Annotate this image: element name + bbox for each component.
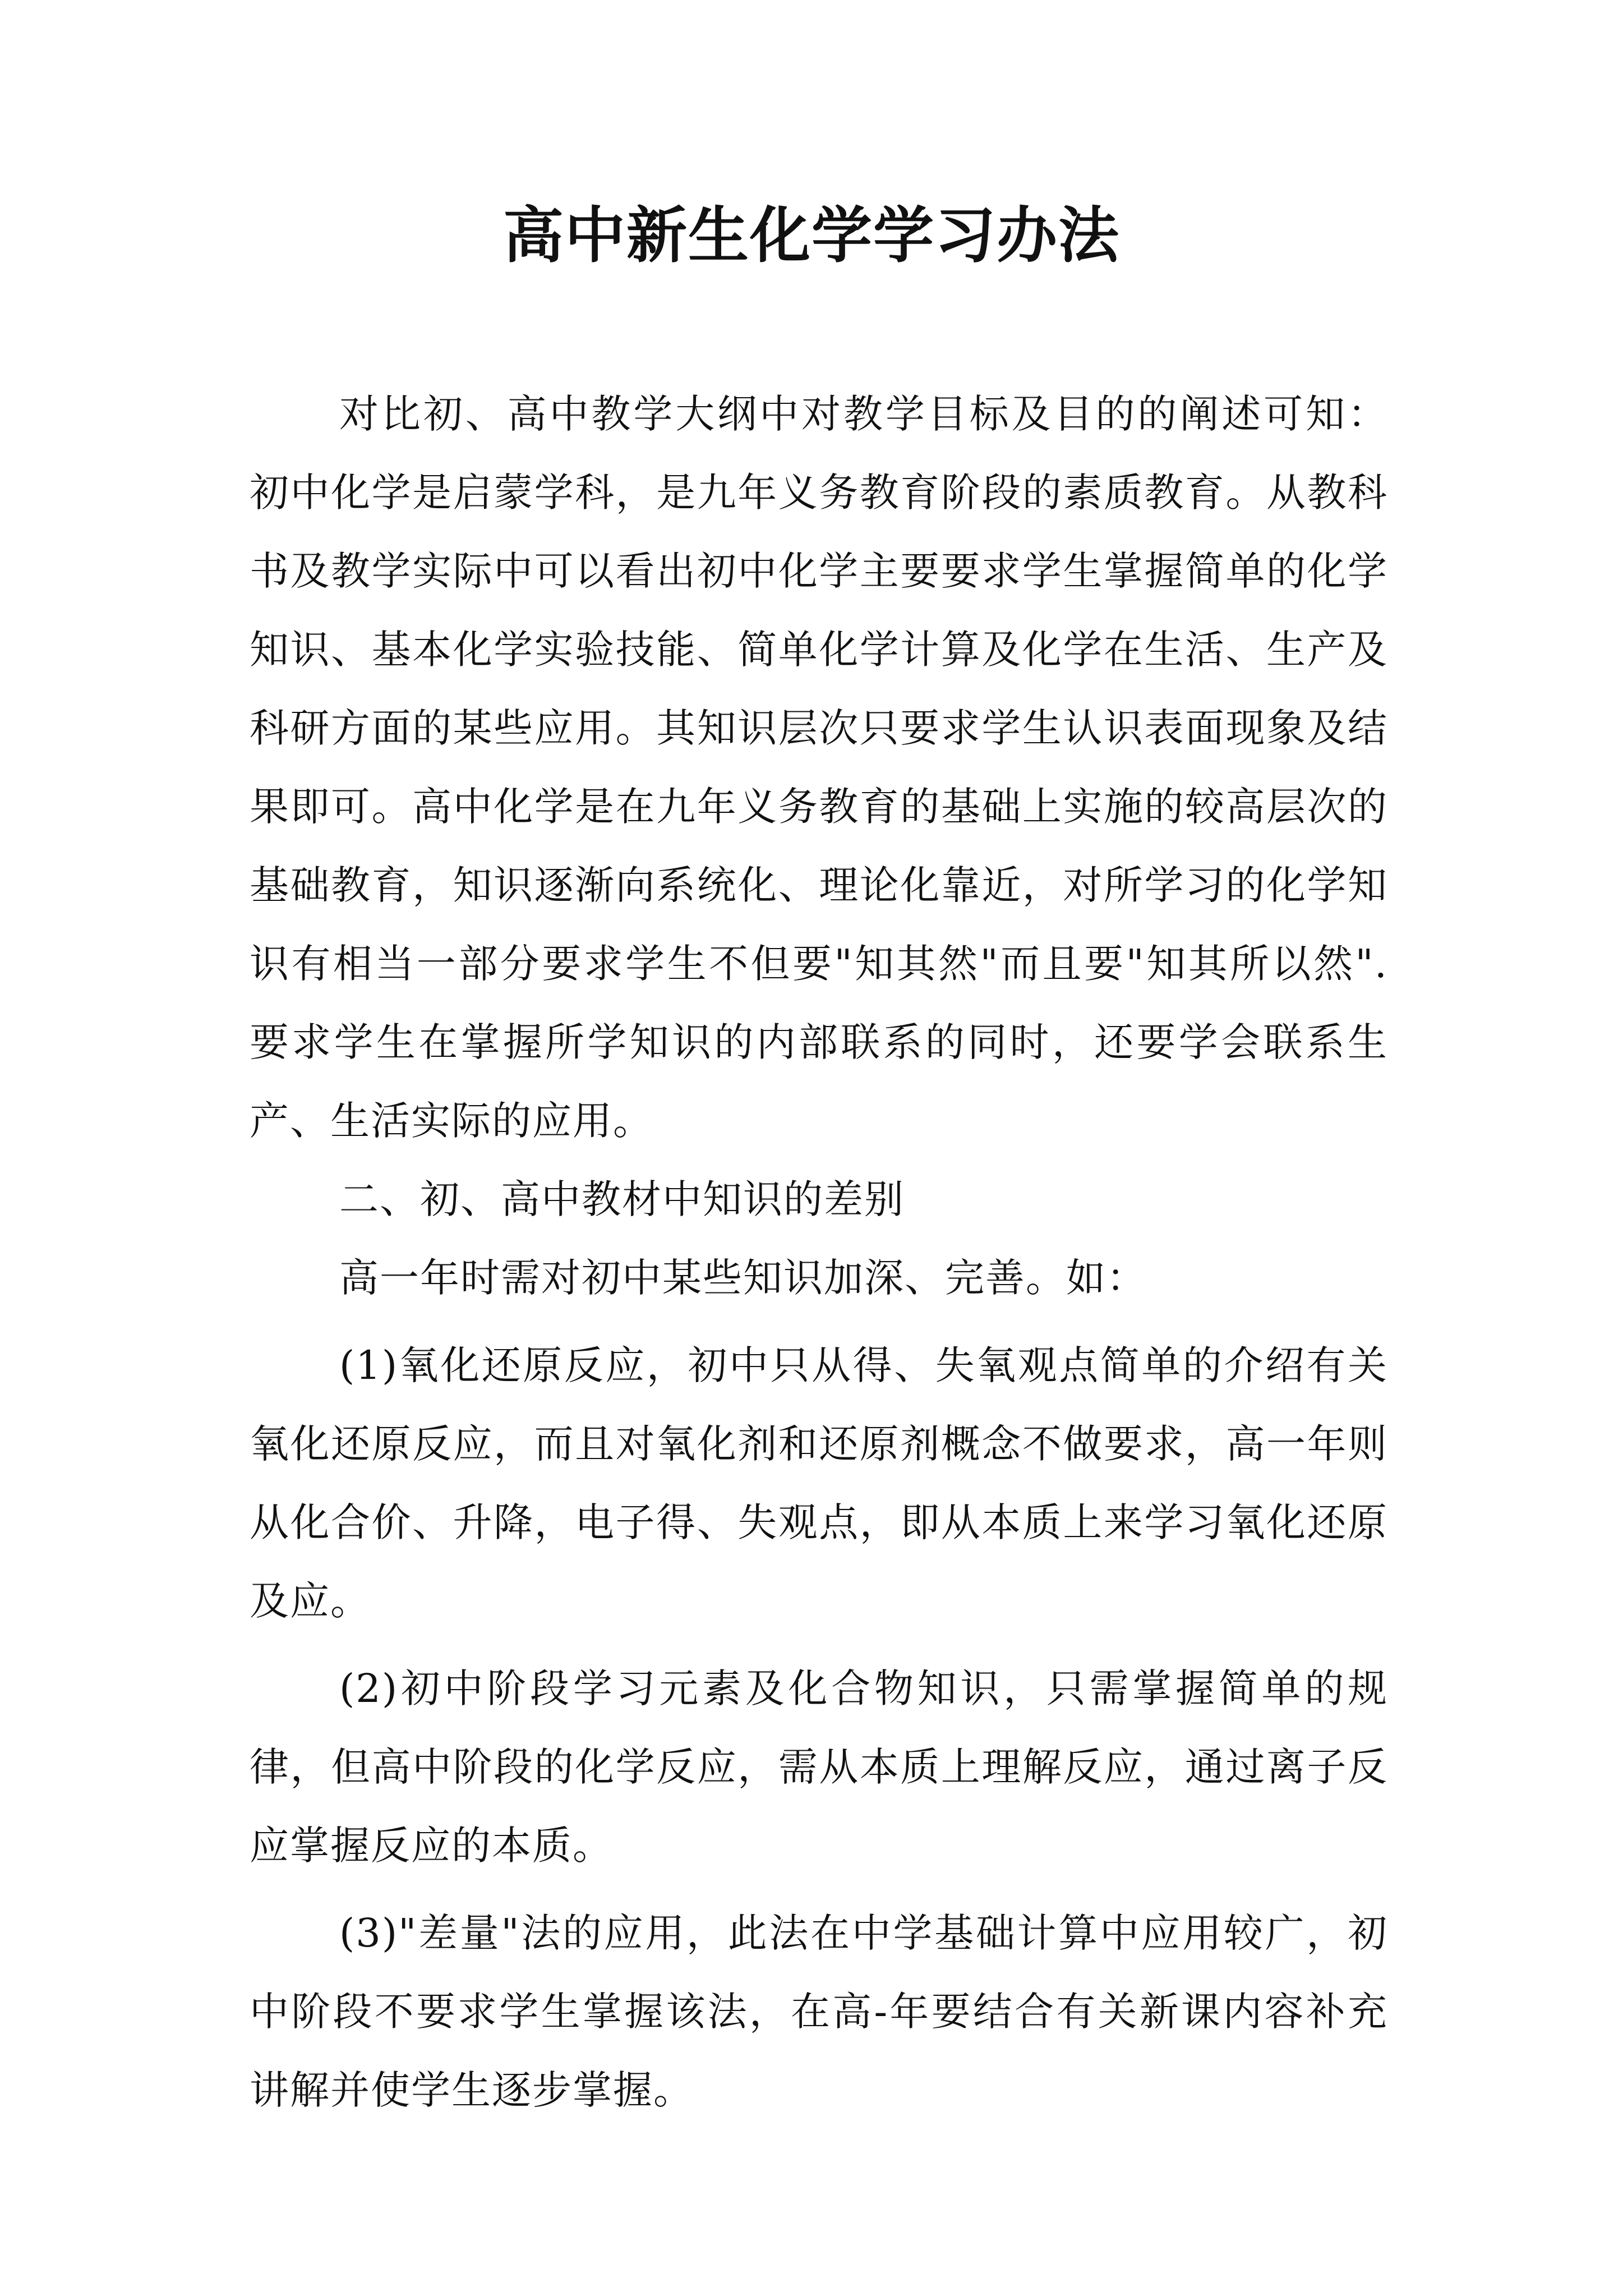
paragraph-lead: 高一年时需对初中某些知识加深、完善。如： <box>339 1255 1147 1301</box>
paragraph-intro: 对比初、高中教学大纲中对教学目标及目的的阐述可知：初中化学是启蒙学科，是九年义务教育阶段的素质教育。从教科书及教学实际中可以看出初中化学主要要求学生掌握简单的化学知识、基本化学实验技能、简单化学计算及化学在生活、生产及科研方面的某些应用。其知识层次只要求学生认识表面现象及结果即可。高中化学是在九年义务教育的基础上实施的较高层次的基础教育，知识逐渐向系统化、理论化靠近，对所学习的化学知识有相当一部分要求学生不但要"知其然"而且要"知其所以然".要求学生在掌握所学知识的内部联系的同时，还要学会联系生产、生活实际的应用。 <box>250 391 1388 1144</box>
paragraph-item-2: (2)初中阶段学习元素及化合物知识，只需掌握简单的规律，但高中阶段的化学反应，需从本质上理解反应，通过离子反应掌握反应的本质。 <box>250 1665 1388 1869</box>
document-body <box>250 375 1388 2129</box>
document-title: 高中新生化学学习办法 <box>502 200 1120 271</box>
paragraph-section-heading: 二、初、高中教材中知识的差别 <box>339 1176 905 1222</box>
paragraph-item-3: (3)"差量"法的应用，此法在中学基础计算中应用较广，初中阶段不要求学生掌握该法，在高-年要结合有关新课内容补充讲解并使学生逐步掌握。 <box>250 1910 1388 2113</box>
paragraph-item-1: (1)氧化还原反应，初中只从得、失氧观点简单的介绍有关氧化还原反应，而且对氧化剂和还原剂概念不做要求，高一年则从化合价、升降，电子得、失观点，即从本质上来学习氧化还原及应。 <box>250 1342 1388 1624</box>
